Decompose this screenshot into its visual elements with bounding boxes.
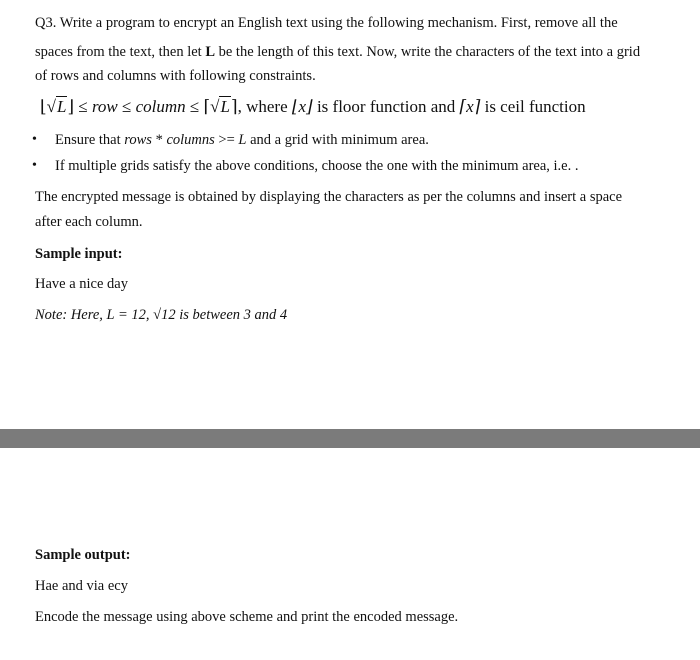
length-variable: L [205,44,215,60]
sample-input-label: Sample input: [35,246,123,262]
floor-open: ⌊ [40,97,47,116]
question-line-2-start: spaces from the text, then let [35,44,206,60]
sample-output-label: Sample output: [35,547,131,563]
where-text: , where [237,97,292,116]
sqrt-arg-2: L [220,97,230,116]
final-instruction: Encode the message using above scheme and print the encoded message. [35,609,459,625]
leq-3: ≤ [185,97,204,116]
question-line-2-end: be the length of this text. Now, write the characters of the text into a grid [215,44,641,60]
ceil-close: ⌉ [230,97,238,116]
encrypted-line-2: after each column. [35,214,143,230]
floor-desc: is floor function and [312,97,460,116]
leq-1: ≤ [74,97,92,116]
bullet-1-star: * [151,132,167,148]
sqrt-sign: √ [46,97,56,116]
floor-x: ⌊x⌋ [291,97,313,116]
floor-close: ⌋ [67,97,75,116]
sqrt-l-1 [47,96,68,118]
bullet-1-tail: and a grid with minimum area. [246,132,429,148]
sqrt-l-2 [210,96,231,118]
sqrt-arg: L [56,97,67,116]
question-line-3: of rows and columns with following constraints. [35,68,316,84]
column-var: column [135,97,186,116]
bullet-icon: • [32,158,37,173]
sample-output-value: Hae and via ecy [35,578,128,594]
leq-2: ≤ [117,97,136,116]
bullet-1-l: L [238,132,247,148]
bullet-icon: • [32,132,37,147]
note: Note: Here, L = 12, √12 is between 3 and 4 [35,307,288,323]
bullet-1-start: Ensure that [55,132,125,148]
encrypted-line-1: The encrypted message is obtained by displaying the characters as per the columns and insert a space [35,189,623,205]
question-line-1: Q3. Write a program to encrypt an English text using the following mechanism. First, remove all the [35,15,618,31]
sample-input-value: Have a nice day [35,276,128,292]
bullet-1-columns: columns [166,132,215,148]
bullet-1-ge: >= [214,132,239,148]
bullet-1-rows: rows [124,132,152,148]
bullet-1-text [55,131,429,149]
row-var: row [91,97,118,116]
constraint-formula [40,96,586,118]
question-line-2 [35,43,640,61]
ceil-x: ⌈x⌉ [459,97,481,116]
ceil-desc: is ceil function [480,97,586,116]
sqrt-sign-2: √ [210,97,220,116]
ceil-open: ⌈ [203,97,211,116]
bullet-2-text: If multiple grids satisfy the above conditions, choose the one with the minimum area, i.e. . [55,158,579,174]
separator-bar [0,429,700,448]
